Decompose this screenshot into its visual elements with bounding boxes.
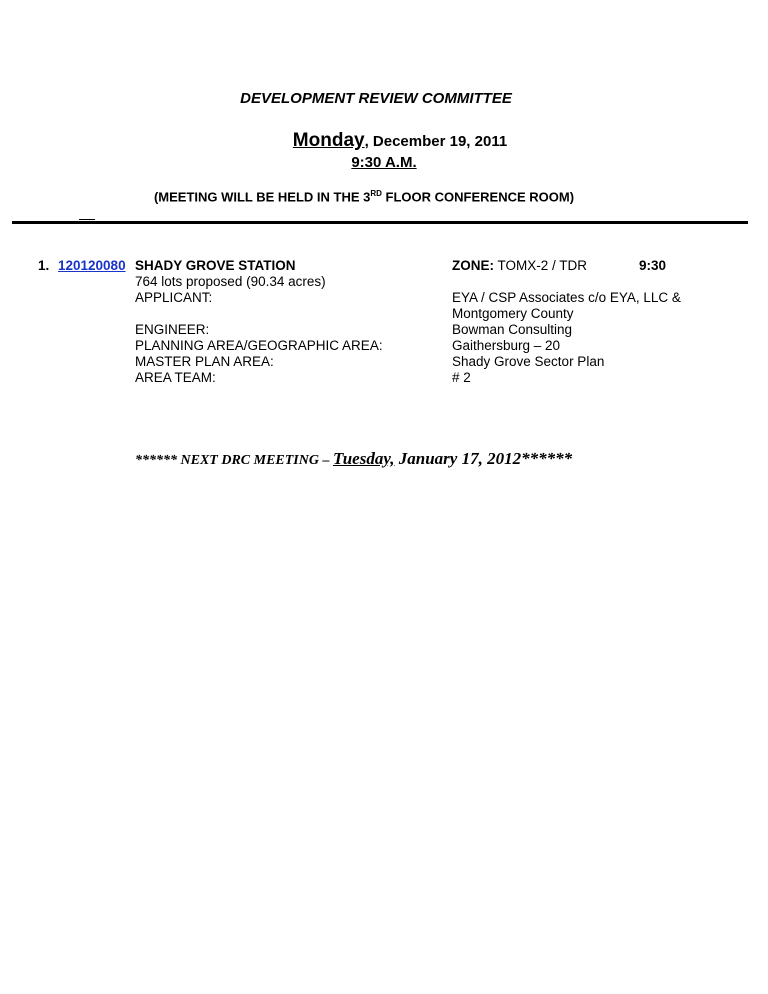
project-name: SHADY GROVE STATION [135,258,296,273]
meeting-date [0,130,768,152]
master-plan-value: Shady Grove Sector Plan [452,354,605,369]
zone-label: ZONE: [452,258,494,273]
applicant-value-line2: Montgomery County [452,306,574,321]
applicant-label: APPLICANT: [135,290,213,305]
area-team-label: AREA TEAM: [135,370,216,385]
item-number: 1. [38,258,50,273]
location-text-post: FLOOR CONFERENCE ROOM) [381,189,575,205]
engineer-value: Bowman Consulting [452,322,573,337]
item-labels [135,258,383,386]
location-text-pre: (MEETING WILL BE HELD IN THE 3 [153,189,371,205]
case-number-link[interactable]: 120120080 [58,258,126,273]
zone-value: TOMX-2 / TDR [494,258,588,273]
planning-area-value: Gaithersburg – 20 [452,338,561,353]
project-description: 764 lots proposed (90.34 acres) [135,274,326,289]
next-meeting-prefix: ****** NEXT DRC MEETING – [135,453,333,468]
item-values [452,258,681,386]
header-rule-tick [79,219,95,220]
meeting-time: 9:30 A.M. [351,154,417,171]
meeting-date-text: , December 19, 2011 [364,133,508,150]
planning-area-label: PLANNING AREA/GEOGRAPHIC AREA: [135,338,383,353]
area-team-value: # 2 [452,370,471,385]
item-time: 9:30 [639,258,667,273]
meeting-location [0,189,728,204]
master-plan-label: MASTER PLAN AREA: [135,354,274,369]
location-superscript: RD [370,189,382,198]
header-divider [12,221,748,224]
next-meeting-date: January 17, 2012****** [394,449,573,468]
applicant-value-line1: EYA / CSP Associates c/o EYA, LLC & [452,290,681,305]
next-meeting-day: Tuesday, [332,449,395,468]
engineer-label: ENGINEER: [135,322,210,337]
next-meeting-notice [135,449,572,469]
meeting-day: Monday [292,130,365,151]
page-title: DEVELOPMENT REVIEW COMMITTEE [240,90,512,107]
